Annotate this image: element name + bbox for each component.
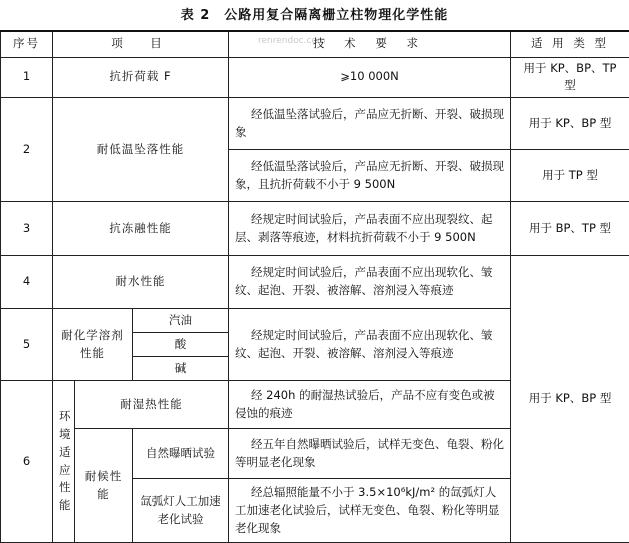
- row-6-group-char: 境: [59, 426, 68, 444]
- row-1-type: 用于 KP、BP、TP 型: [511, 57, 629, 98]
- row-1-item: 抗折荷载 F: [53, 57, 229, 98]
- row-3-type: 用于 BP、TP 型: [511, 202, 629, 256]
- row-5-no: 5: [1, 309, 53, 381]
- table-number: 表 2: [181, 8, 211, 23]
- row-6-group-char: 性: [59, 479, 68, 497]
- row-2-type-b: 用于 TP 型: [511, 150, 629, 202]
- row-1-requirement: ⩾10 000N: [229, 57, 511, 98]
- row-5-requirement: 经规定时间试验后，产品表面不应出现软化、皱纹、起泡、开裂、被溶解、溶剂浸入等痕迹: [229, 309, 511, 381]
- row-5-sub-gasoline: 汽油: [133, 309, 229, 333]
- row-4-requirement: 经规定时间试验后，产品表面不应出现软化、皱纹、起泡、开裂、被溶解、溶剂浸入等痕迹: [229, 256, 511, 309]
- row-6-group-char: 应: [59, 462, 68, 480]
- row-6-group-char: 能: [59, 497, 68, 515]
- row-3-requirement: 经规定时间试验后，产品表面不应出现裂纹、起层、剥落等痕迹，材料抗折荷载不小于 9 500N: [229, 202, 511, 256]
- header-no: 序号: [1, 31, 53, 57]
- shared-type-rows-4-6: 用于 KP、BP 型: [511, 256, 629, 543]
- row-6-xenon-item: 氙弧灯人工加速老化试验: [133, 479, 229, 543]
- row-6-heat-requirement: 经 240h 的耐湿热试验后，产品不应有变色或被侵蚀的痕迹: [229, 381, 511, 429]
- row-5-sub-alkali: 碱: [133, 357, 229, 381]
- table-title-text: 公路用复合隔离栅立柱物理化学性能: [224, 8, 448, 23]
- header-row: [1, 31, 629, 57]
- header-type: 适 用 类 型: [511, 31, 629, 57]
- row-6-group-label: [53, 381, 75, 543]
- row-6-group-char: 环: [59, 408, 68, 426]
- row-3-item: 抗冻融性能: [53, 202, 229, 256]
- table-title: [0, 4, 629, 23]
- row-3-no: 3: [1, 202, 53, 256]
- row-2-item: 耐低温坠落性能: [53, 98, 229, 202]
- row-4-no: 4: [1, 256, 53, 309]
- row-6-group-char: 适: [59, 444, 68, 462]
- row-5-item: 耐化学溶剂性能: [53, 309, 133, 381]
- row-2-type-a: 用于 KP、BP 型: [511, 98, 629, 150]
- row-6-weather-item: 耐候性能: [75, 429, 133, 543]
- table-row-2a: [1, 98, 629, 150]
- table-row-3: [1, 202, 629, 256]
- spec-table: [0, 30, 629, 543]
- row-4-item: 耐水性能: [53, 256, 229, 309]
- row-6-no: 6: [1, 381, 53, 543]
- row-5-sub-acid: 酸: [133, 333, 229, 357]
- row-2-requirement-b: 经低温坠落试验后，产品应无折断、开裂、破损现象，且抗折荷载不小于 9 500N: [229, 150, 511, 202]
- row-6-heat-item: 耐湿热性能: [75, 381, 229, 429]
- row-2-requirement-a: 经低温坠落试验后，产品应无折断、开裂、破损现象: [229, 98, 511, 150]
- row-1-no: 1: [1, 57, 53, 98]
- watermark: renrendoc.com: [258, 36, 326, 46]
- header-requirement: 技 术 要 求: [229, 31, 511, 57]
- row-6-xenon-requirement: 经总辐照能量不小于 3.5×10⁶kJ/m² 的氙弧灯人工加速老化试验后，试样无变色、龟裂、粉化等明显老化现象: [229, 479, 511, 543]
- header-item: 项 目: [53, 31, 229, 57]
- row-6-natural-item: 自然曝晒试验: [133, 429, 229, 479]
- table-row-1: [1, 57, 629, 98]
- row-2-no: 2: [1, 98, 53, 202]
- row-6-natural-requirement: 经五年自然曝晒试验后，试样无变色、龟裂、粉化等明显老化现象: [229, 429, 511, 479]
- table-row-4: [1, 256, 629, 309]
